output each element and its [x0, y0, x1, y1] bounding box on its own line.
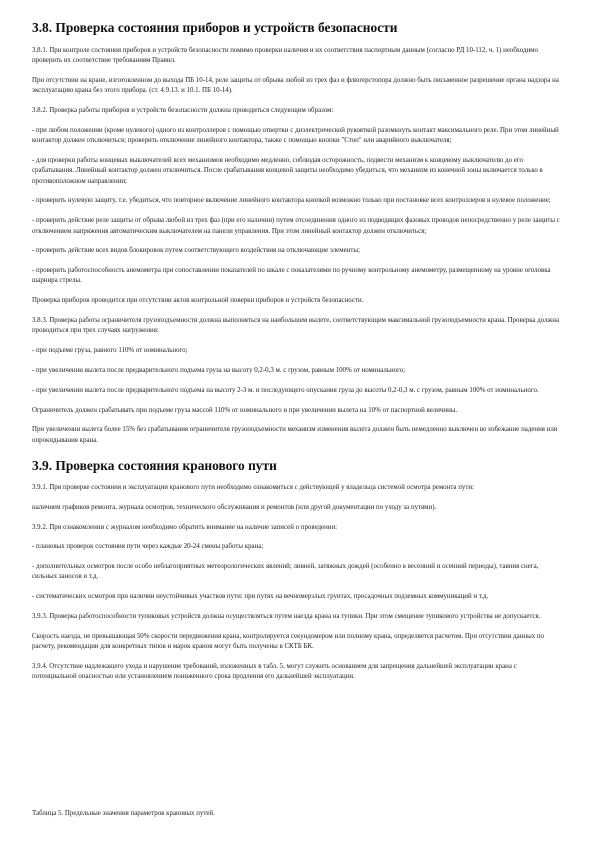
paragraph: - при увеличении вылета после предварительного подъема груза на высоту 0,2-0,3 м. с грузом, равным 100% от номинального; [32, 366, 406, 374]
paragraph: При увеличении вылета более 15% без срабатывания ограничителя грузоподъемности механизм изменения вылета должен быть немедленно выключен во избежание падения или опрокидывания крана. [32, 426, 558, 444]
paragraph: - при увеличении вылета после предварительного подъема на высоту 2-3 м. и последующего опускания груза до высоты 0,2-0,3 м. с грузом, равным 100% от номинального. [32, 386, 539, 394]
paragraph: Ограничитель должен срабатывать при подъеме груза массой 110% от номинального и при увеличении вылета на 10% от паспортной величины. [32, 406, 458, 414]
paragraph: 3.9.3. Проверка работоспособности тупиковых устройств должна осуществляться путем наезда крана на тупики. При этом смещение тупикового устройства не допускается. [32, 613, 541, 620]
section-heading-3-8: 3.8. Проверка состояния приборов и устройств безопасности [32, 20, 398, 35]
section-heading-3-9: 3.9. Проверка состояния кранового пути [32, 457, 277, 473]
paragraph: - проверить действие всех видов блокировок путем соответствующего воздействия на отключающие элементы; [32, 247, 360, 255]
paragraph: Проверка приборов проводится при отсутствии актов контрольной поверки приборов и устройств безопасности. [32, 297, 364, 305]
paragraph: При отсутствии на кране, изготовленном до выхода ПБ 10-14, реле защиты от обрыва любой из трех фаз и флюгерстопора должно быть письменное разрешение органа надзора на эксплуатацию крана без этого прибора. (ст. 4.9.13. и 10.1. ПБ 10-14). [32, 77, 559, 95]
paragraph: - систематических осмотров при наличии неустойчивых участков пути: при путях на вечномерзлых грунтах, просадочных подземных коммуникаций и т.д. [32, 593, 489, 601]
paragraph: 3.9.2. При ознакомлении с журналом необходимо обратить внимание на наличие записей о проведении: [32, 523, 338, 531]
paragraph: - проверить нулевую защиту, т.е. убедиться, что повторное включение линейного контактора кнопкой возможно только при постановке всех контроллеров в нулевое положение; [32, 197, 551, 205]
paragraph: 3.8.1. При контроле состояния приборов и устройств безопасности помимо проверки наличия и их соответствия паспортным данным (согласно РД 10-112, ч. 1) необходимо проверить их соответствие требованиям Правил. [32, 47, 538, 65]
table-caption: Таблица 5. Предельные значения параметров крановых путей. [32, 810, 215, 817]
section-3-8-body [32, 46, 563, 446]
paragraph: 3.8.2. Проверка работы приборов и устройств безопасности должна проводиться следующим образом: [32, 107, 334, 115]
paragraph: - дополнительных осмотров после особо неблагоприятных метеорологических явлений; ливней, затяжных дождей (особенно в весенний и осенний периоды), таяния снега, сильных заносов и т.д. [32, 563, 539, 581]
paragraph: 3.9.1. При проверке состояния и эксплуатации кранового пути необходимо ознакомиться с действующей у владельца системой осмотра ремонта пути: [32, 483, 474, 491]
paragraph: - при подъеме груза, равного 110% от номинального; [32, 347, 188, 355]
paragraph: - проверить действие реле защиты от обрыва любой из трех фаз (при его наличии) путем отсоединения одного из подводящих фазовых проводов непосредственно у реле защиты с отключением напряжения автоматическим выключателем на панели управления. При этом линейный контактор должен отключиться; [32, 217, 560, 235]
paragraph: 3.8.3. Проверка работы ограничителя грузоподъемности должна выполняться на наибольшем вылете, соответствующим максимальной грузоподъемности крана. Проверка должна проводиться при трех случаях нагружения: [32, 317, 560, 335]
paragraph: 3.9.4. Отсутствие надлежащего ухода и нарушение требований, изложенных в табл. 5, могут служить основанием для запрещения дальнейшей эксплуатации крана с потенциальной опасностью или установлением пониженного срока продления его дальнейшей эксплуатации. [32, 662, 517, 681]
paragraph: наличием графиков ремонта, журнала осмотров, технического обслуживания и ремонтов (или другой документации по уходу за путями). [32, 503, 437, 511]
paragraph: - проверить работоспособность анемометра при сопоставлении показателей по шкале с показателями по ручному контрольному анемометру, размещенному на уровне оголовка шарнира стрелы. [32, 267, 551, 285]
paragraph: - при любом положении (кроме нулевого) одного из контроллеров с помощью отвертки с диэлектрической рукояткой разомкнуть контакт максимального реле. При этом линейный контактор должен отключиться; проверить отключение линейного контактора, также с помощью кнопки "Стоп" или аварийного выключателя; [32, 126, 559, 145]
paragraph: - для проверки работы концевых выключателей всех механизмов необходимо медленно, соблюдая осторожность, подвести механизм к концевому выключателю до его срабатывания. Линейный контактор должен отключиться. После срабатывания концевой защиты необходимо убедиться, что механизм из конечной зоны включается только в противоположном направлении; [32, 157, 543, 185]
paragraph: - плановых проверок состояния пути через каждые 20-24 смены работы крана; [32, 543, 264, 551]
section-3-9-body [32, 483, 563, 683]
paragraph: Скорость наезда, не превышающая 50% скорости передвижения крана, контролируется секундомером или полному крана, определяется расчетом. При отсутствии данных по расчету, рекомендации для конкретных типов и марок кранов могут быть получены в СКТБ БК. [32, 632, 544, 651]
